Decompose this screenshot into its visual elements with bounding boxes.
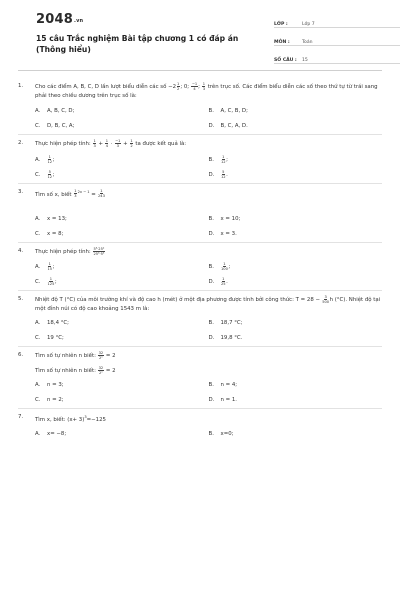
question-line xyxy=(35,366,382,376)
logo-main: 2048 xyxy=(36,12,73,27)
fraction xyxy=(115,139,121,148)
operator: + xyxy=(121,141,130,147)
worksheet-header xyxy=(18,0,382,70)
option-label: B. xyxy=(208,264,214,271)
worksheet-meta xyxy=(274,14,400,68)
fraction-numerator: 32 xyxy=(98,351,104,356)
fraction-denominator: 243 xyxy=(98,194,105,199)
answer-option-b[interactable] xyxy=(209,212,383,227)
question-body xyxy=(35,188,382,199)
fraction xyxy=(93,139,96,148)
fraction-numerator: 1 xyxy=(105,139,108,143)
fraction xyxy=(48,277,55,286)
fraction-numerator: 1 xyxy=(49,277,53,282)
answer-options xyxy=(18,427,382,442)
answer-option-c[interactable] xyxy=(35,275,209,290)
option-text: 19 °C; xyxy=(47,335,64,342)
option-label: A. xyxy=(35,108,41,114)
question-body xyxy=(35,295,382,313)
fraction-numerator: 1 xyxy=(48,262,51,267)
fraction-numerator: 1 xyxy=(100,189,103,194)
option-text: x=0; xyxy=(220,430,234,437)
fraction-denominator: 25 xyxy=(221,282,226,287)
meta-label: MÔN : xyxy=(274,40,290,45)
meta-value: Lớp 7 xyxy=(302,22,315,27)
question-list xyxy=(18,78,382,442)
option-tail: ; xyxy=(52,156,55,163)
answer-option-b[interactable] xyxy=(209,104,383,119)
answer-option-b[interactable] xyxy=(209,378,383,393)
fraction xyxy=(221,155,226,164)
fraction-denominator: 3 xyxy=(202,87,205,91)
answer-option-d[interactable] xyxy=(209,393,383,408)
question-1 xyxy=(18,78,382,135)
question-number: 7. xyxy=(18,414,24,421)
option-text: x = 13; xyxy=(47,215,67,222)
answer-option-d[interactable] xyxy=(209,168,383,183)
fraction-denominator: 2ⁿ xyxy=(99,356,103,361)
question-text xyxy=(18,295,382,313)
fraction-numerator: −1 xyxy=(115,139,121,143)
logo-suffix: .vn xyxy=(73,18,84,24)
option-label: C. xyxy=(35,171,41,178)
option-label: D. xyxy=(208,397,215,404)
question-text-part: ta được kết quả là: xyxy=(133,141,187,147)
option-text: x = 3. xyxy=(220,230,237,237)
fraction-denominator: 2ⁿ xyxy=(99,370,103,375)
question-text xyxy=(18,188,382,199)
option-label: A. xyxy=(35,215,41,222)
fraction-numerator: 1 xyxy=(222,277,225,282)
fraction-denominator: 500 xyxy=(322,300,330,305)
answer-option-b[interactable] xyxy=(209,153,383,168)
question-text xyxy=(18,351,382,375)
question-text-part: Cho các điểm A, B, C, D lần lượt biểu diễn các số −2 xyxy=(35,84,177,90)
question-text xyxy=(18,247,382,257)
answer-option-c[interactable] xyxy=(35,119,209,134)
fraction-numerator: 32 xyxy=(98,365,104,370)
fraction-numerator: 1 xyxy=(222,154,225,159)
question-4 xyxy=(18,243,382,292)
fraction-denominator: 100 xyxy=(221,267,228,272)
option-label: C. xyxy=(35,397,41,404)
fraction xyxy=(48,262,53,271)
question-number: 4. xyxy=(18,247,24,254)
answer-option-b[interactable] xyxy=(209,316,383,331)
option-label: B. xyxy=(208,382,214,389)
option-label: A. xyxy=(35,264,41,271)
option-label: D. xyxy=(208,335,215,342)
meta-label: SỐ CÂU : xyxy=(274,58,297,63)
fraction xyxy=(130,139,133,148)
question-text xyxy=(18,413,382,424)
answer-option-b[interactable] xyxy=(209,427,383,442)
option-text: A, C, B, D; xyxy=(220,108,248,114)
answer-options xyxy=(18,153,382,183)
fraction-denominator: 4 xyxy=(193,87,196,91)
fraction-numerator: 1 xyxy=(74,189,77,194)
question-text-part: trên trục số. Các điểm biểu diễn các số theo thứ tự từ trái sang phải theo chiều dương trên trục số là: xyxy=(35,84,378,99)
answer-option-c[interactable] xyxy=(35,393,209,408)
answer-option-c[interactable] xyxy=(35,227,209,242)
question-number: 5. xyxy=(18,296,24,303)
operator: + xyxy=(96,141,105,147)
question-body xyxy=(35,139,382,149)
fraction-denominator: 3 xyxy=(116,144,119,148)
option-label: D. xyxy=(208,230,215,237)
question-number: 2. xyxy=(18,140,24,146)
question-text-part: Tìm x, biết: (x+ 3) xyxy=(35,417,85,424)
option-tail: ; xyxy=(52,264,55,271)
question-text-part: =−125 xyxy=(86,417,106,424)
fraction-denominator: 15 xyxy=(47,267,53,272)
option-label: B. xyxy=(208,430,214,437)
option-text: n = 3; xyxy=(47,382,64,389)
fraction-numerator: 3 xyxy=(324,295,327,300)
fraction xyxy=(74,189,77,198)
question-body xyxy=(35,351,382,375)
question-text-part: = 2 xyxy=(104,353,116,360)
option-text: 18,4 °C; xyxy=(47,320,69,327)
answer-options xyxy=(18,212,382,242)
fraction-denominator: 125 xyxy=(47,282,55,287)
question-text xyxy=(18,82,382,100)
meta-value: Toán xyxy=(302,40,313,45)
fraction-denominator: 12 xyxy=(221,159,226,164)
fraction-numerator: 1 xyxy=(177,82,180,86)
option-text: 18,7 °C; xyxy=(220,320,243,327)
operator: · xyxy=(108,141,115,147)
fraction-numerator: 1 xyxy=(202,82,205,86)
site-logo[interactable] xyxy=(36,12,83,27)
answer-options xyxy=(18,104,382,134)
fraction xyxy=(221,262,231,272)
fraction-denominator: 3 xyxy=(93,144,96,148)
fraction xyxy=(221,170,226,179)
question-text-part: Thực hiện phép tính: xyxy=(35,248,93,255)
fraction-numerator: −1 xyxy=(191,82,198,86)
question-2 xyxy=(18,135,382,184)
option-label: B. xyxy=(208,215,214,222)
question-text-part: Thực hiện phép tính: xyxy=(35,141,93,147)
option-tail: . xyxy=(226,279,228,286)
option-tail: ; xyxy=(54,279,57,286)
question-text-part: ; xyxy=(198,84,202,90)
option-label: B. xyxy=(208,156,214,163)
option-label: D. xyxy=(208,123,215,129)
fraction-denominator: 2 xyxy=(177,87,180,91)
answer-option-d[interactable] xyxy=(209,119,383,134)
option-label: A. xyxy=(35,156,41,163)
fraction xyxy=(48,155,53,164)
header-divider xyxy=(18,70,382,71)
option-label: A. xyxy=(35,430,41,437)
fraction-denominator: 12 xyxy=(221,174,226,179)
option-text: x = 10; xyxy=(220,215,241,222)
question-text-part: h (°C). Nhiệt độ tại một đỉnh núi có độ cao khoảng 1543 m là: xyxy=(35,297,381,312)
fraction-numerator: 1 xyxy=(48,154,51,159)
fraction xyxy=(202,82,205,91)
question-body xyxy=(35,247,382,257)
option-text: x= −8; xyxy=(47,430,67,437)
answer-option-c[interactable] xyxy=(35,168,209,183)
meta-value: 15 xyxy=(302,58,308,63)
fraction-denominator: 12 xyxy=(47,174,53,179)
option-tail: ; xyxy=(228,264,231,271)
option-label: C. xyxy=(35,335,41,342)
meta-label: LỚP : xyxy=(274,22,288,27)
question-body xyxy=(35,82,382,100)
fraction-denominator: 25³·5³ xyxy=(93,251,105,256)
answer-options xyxy=(18,378,382,408)
option-text: n = 4; xyxy=(220,382,238,389)
fraction xyxy=(98,366,104,375)
fraction xyxy=(98,351,104,360)
fraction-numerator: 1 xyxy=(130,139,133,143)
question-6 xyxy=(18,347,382,409)
option-text: D, B, C, A; xyxy=(47,123,75,129)
fraction-numerator: 5 xyxy=(222,169,225,174)
fraction xyxy=(98,189,105,198)
question-number: 3. xyxy=(18,188,24,195)
question-text-part: ; 0; xyxy=(180,84,191,90)
option-label: A. xyxy=(35,382,41,389)
answer-option-a[interactable] xyxy=(35,153,209,168)
answer-option-a[interactable] xyxy=(35,104,209,119)
meta-row-class xyxy=(274,14,400,28)
answer-option-a[interactable] xyxy=(35,427,209,442)
fraction-numerator: 1 xyxy=(93,139,96,143)
option-label: A. xyxy=(35,320,41,327)
question-body xyxy=(35,413,382,424)
fraction-numerator: 5 xyxy=(48,169,51,174)
fraction-denominator: 12 xyxy=(47,159,53,164)
option-text: 19,8 °C. xyxy=(220,335,243,342)
question-text-part: Nhiệt độ T (°C) của môi trường khí và độ cao h (mét) ở một địa phương được tính bởi công thức: T = 28 − xyxy=(35,297,322,304)
question-3 xyxy=(18,184,382,243)
fraction xyxy=(48,170,53,179)
question-text-part: Tìm số x, biết xyxy=(35,191,74,198)
option-text: B, C, A, D. xyxy=(220,123,248,129)
fraction xyxy=(322,295,329,304)
fraction xyxy=(93,247,105,256)
answer-option-d[interactable] xyxy=(209,227,383,242)
meta-row-count xyxy=(274,50,400,64)
option-label: C. xyxy=(35,123,41,129)
fraction xyxy=(191,82,197,91)
option-text: n = 2; xyxy=(47,397,64,404)
question-text xyxy=(18,139,382,149)
answer-option-b[interactable] xyxy=(209,260,383,275)
option-label: B. xyxy=(208,108,214,114)
option-label: C. xyxy=(35,230,41,237)
answer-options xyxy=(18,316,382,346)
question-text-part: = 2 xyxy=(104,367,116,374)
question-text-part: = xyxy=(89,191,98,198)
question-number: 1. xyxy=(18,83,24,89)
question-number: 6. xyxy=(18,352,24,359)
worksheet-title: 15 câu Trắc nghiệm Bài tập chương 1 có đáp án (Thông hiểu) xyxy=(36,34,239,54)
exponent: 3 xyxy=(84,415,87,420)
option-label: B. xyxy=(208,320,214,327)
fraction-denominator: 2 xyxy=(130,144,133,148)
answer-option-d[interactable] xyxy=(209,275,383,290)
fraction-numerator: 1 xyxy=(223,262,226,267)
option-text: A, B, C, D; xyxy=(47,108,75,114)
answer-option-a[interactable] xyxy=(35,212,209,227)
question-text-part: Tìm số tự nhiên n biết: xyxy=(35,367,98,374)
fraction-numerator: 5³·25² xyxy=(93,246,105,251)
option-label: C. xyxy=(35,279,41,286)
meta-row-subject xyxy=(274,32,400,46)
option-tail: . xyxy=(226,171,228,178)
question-7 xyxy=(18,409,382,441)
answer-option-d[interactable] xyxy=(209,331,383,346)
fraction xyxy=(105,139,108,148)
option-tail: ; xyxy=(226,156,228,163)
answer-options xyxy=(18,260,382,290)
answer-option-a[interactable] xyxy=(35,316,209,331)
fraction-denominator: 4 xyxy=(105,144,108,148)
exponent: 2x − 1 xyxy=(77,189,90,194)
option-label: D. xyxy=(208,171,215,178)
answer-option-a[interactable] xyxy=(35,378,209,393)
answer-option-a[interactable] xyxy=(35,260,209,275)
option-text: x = 8; xyxy=(47,230,64,237)
fraction xyxy=(221,277,226,286)
question-5 xyxy=(18,291,382,347)
option-text: n = 1. xyxy=(220,397,238,404)
answer-option-c[interactable] xyxy=(35,331,209,346)
option-label: D. xyxy=(208,279,215,286)
option-tail: ; xyxy=(52,171,55,178)
question-text-part: Tìm số tự nhiên n biết: xyxy=(35,353,98,360)
fraction-denominator: 3 xyxy=(74,194,77,199)
question-line xyxy=(35,351,382,361)
